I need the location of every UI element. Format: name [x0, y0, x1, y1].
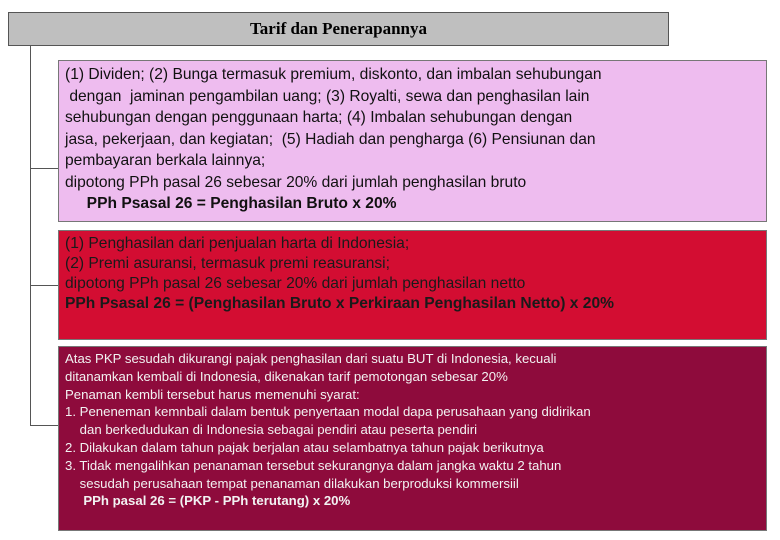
box3-line: sesudah perusahaan tempat penanaman dilakukan berproduksi kommersiil [65, 475, 519, 491]
dividend-tariff-box [58, 60, 767, 222]
box1-line: dengan jaminan pengambilan uang; (3) Royalti, sewa dan penghasilan lain [65, 87, 590, 105]
box1-line: dipotong PPh pasal 26 sebesar 20% dari jumlah penghasilan bruto [65, 173, 527, 191]
box2-line: (1) Penghasilan dari penjualan harta di Indonesia; [65, 235, 410, 252]
box2-line: dipotong PPh pasal 26 sebesar 20% dari jumlah penghasilan netto [65, 275, 526, 292]
box3-line: dan berkedudukan di Indonesia sebagai pendiri atau peserta pendiri [65, 422, 478, 438]
box2-line: (2) Premi asuransi, termasuk premi reasuransi; [65, 255, 390, 272]
asset-sale-tariff-box [58, 230, 767, 340]
box1-formula: PPh Psasal 26 = Penghasilan Bruto x 20% [65, 195, 397, 212]
box1-line: sehubungan dengan penggunaan harta; (4) Imbalan sehubungan dengan [65, 109, 573, 126]
connector-tick-3 [30, 425, 58, 426]
box3-formula: PPh pasal 26 = (PKP - PPh terutang) x 20% [65, 493, 351, 509]
connector-tick-1 [30, 168, 58, 169]
box1-line: jasa, pekerjaan, dan kegiatan; (5) Hadiah dan pengharga (6) Pensiunan dan [65, 130, 596, 148]
box3-line: Penaman kembli tersebut harus memenuhi syarat: [65, 386, 360, 402]
box3-line: 3. Tidak mengalihkan penanaman tersebut sekurangnya dalam jangka waktu 2 tahun [65, 457, 562, 473]
box3-line: ditanamkan kembali di Indonesia, dikenakan tarif pemotongan sebesar 20% [65, 368, 508, 384]
connector-line [30, 46, 31, 426]
box3-line: Atas PKP sesudah dikurangi pajak penghasilan dari suatu BUT di Indonesia, kecuali [65, 351, 557, 366]
box1-line: pembayaran berkala lainnya; [65, 152, 266, 169]
box3-line: 1. Peneneman kemnbali dalam bentuk penyertaan modal dapa perusahaan yang didirikan [65, 404, 591, 420]
box3-line: 2. Dilakukan dalam tahun pajak berjalan atau selambatnya tahun pajak berikutnya [65, 439, 544, 455]
connector-tick-2 [30, 285, 58, 286]
box1-line: (1) Dividen; (2) Bunga termasuk premium, diskonto, dan imbalan sehubungan [65, 66, 602, 83]
page-title: Tarif dan Penerapannya [8, 12, 669, 46]
but-pkp-tariff-box [58, 346, 767, 531]
box2-formula: PPh Psasal 26 = (Penghasilan Bruto x Perkiraan Penghasilan Netto) x 20% [65, 295, 615, 312]
